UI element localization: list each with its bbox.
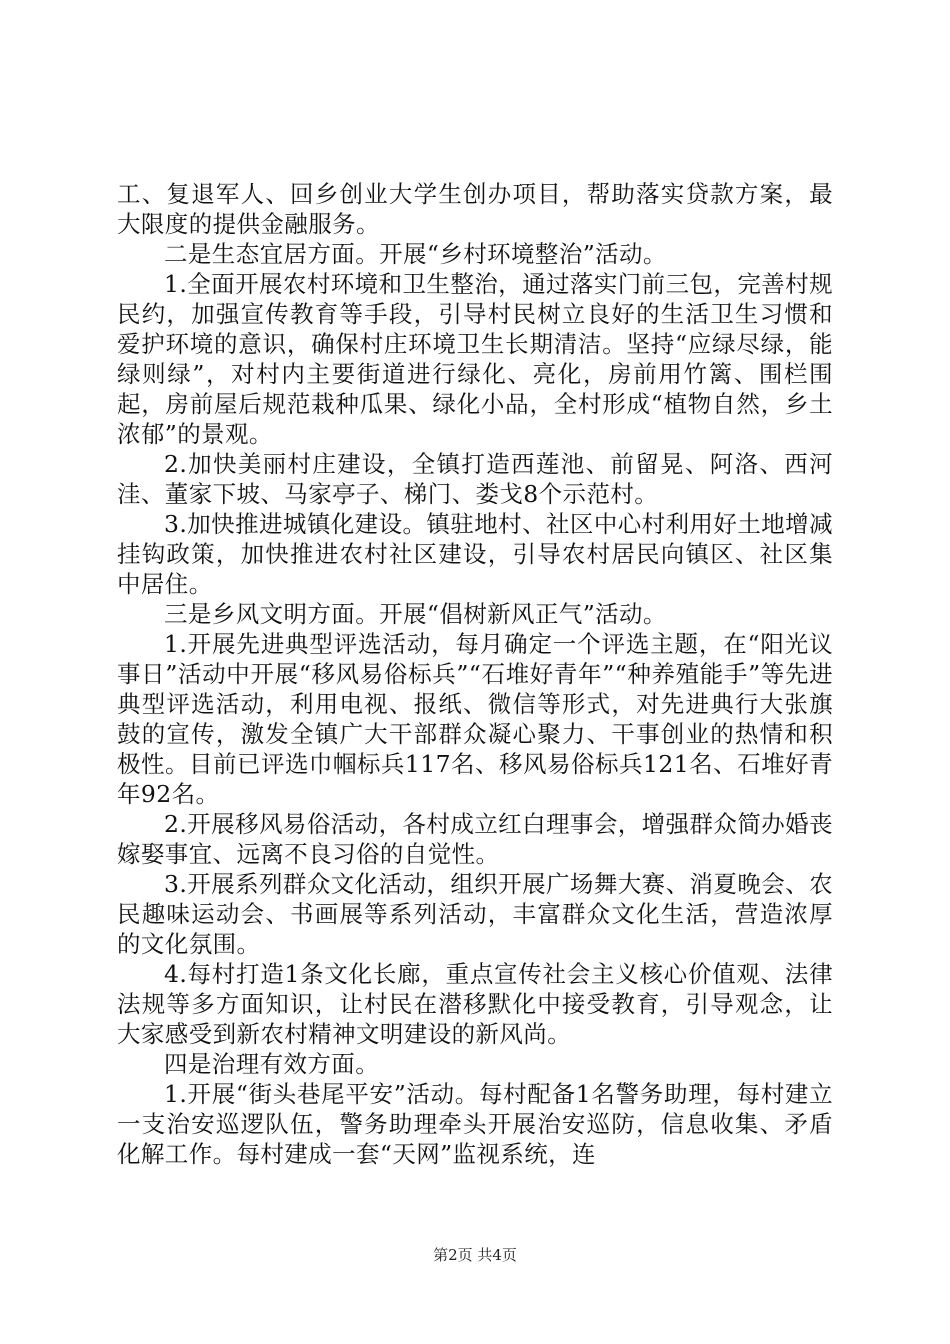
paragraph-section-governance: 四是治理有效方面。 xyxy=(164,1050,380,1078)
paragraph-civility-item-1: 1.开展先进典型评选活动，每月确定一个评选主题，在“阳光议事日”活动中开展“移风易俗标兵”“石堆好青年”“种养殖能手”等先进典型评选活动，利用电视、报纸、微信等形式，对先进典行大张旗鼓的宣传，激发全镇广大干部群众凝心聚力、干事创业的热情和积极性。目前已评选巾帼标兵117名、移风易俗标兵121名、石堆好青年92名。 xyxy=(117,630,833,808)
paragraph-ecology-item-1: 1.全面开展农村环境和卫生整治，通过落实门前三包，完善村规民约，加强宣传教育等手段，引导村民树立良好的生活卫生习惯和爱护环境的意识，确保村庄环境卫生长期清洁。坚持“应绿尽绿，能绿则绿”，对村内主要街道进行绿化、亮化，房前用竹篱、围栏围起，房前屋后规范栽种瓜果、绿化小品，全村形成“植物自然，乡土浓郁”的景观。 xyxy=(117,270,833,448)
document-body xyxy=(117,179,833,1169)
paragraph-civility-item-3: 3.开展系列群众文化活动，组织开展广场舞大赛、消夏晚会、农民趣味运动会、书画展等系列活动，丰富群众文化生活，营造浓厚的文化氛围。 xyxy=(117,870,833,958)
page-number-footer: 第2页 共4页 xyxy=(433,1246,517,1264)
paragraph-section-civility: 三是乡风文明方面。开展“倡树新风正气”活动。 xyxy=(164,600,667,628)
paragraph-civility-item-2: 2.开展移风易俗活动，各村成立红白理事会，增强群众简办婚丧嫁娶事宜、远离不良习俗的自觉性。 xyxy=(117,810,833,868)
paragraph-ecology-item-3: 3.加快推进城镇化建设。镇驻地村、社区中心村利用好土地增减挂钩政策，加快推进农村社区建设，引导农村居民向镇区、社区集中居住。 xyxy=(117,510,833,598)
paragraph-ecology-item-2: 2.加快美丽村庄建设，全镇打造西莲池、前留晃、阿洛、西河洼、董家下坡、马家亭子、梯门、娄戈8个示范村。 xyxy=(117,450,833,508)
paragraph-section-ecology: 二是生态宜居方面。开展“乡村环境整治”活动。 xyxy=(164,240,667,268)
paragraph-governance-item-1: 1.开展“街头巷尾平安”活动。每村配备1名警务助理，每村建立一支治安巡逻队伍，警务助理牵头开展治安巡防，信息收集、矛盾化解工作。每村建成一套“天网”监视系统，连 xyxy=(117,1080,833,1168)
paragraph-continuation: 工、复退军人、回乡创业大学生创办项目，帮助落实贷款方案，最大限度的提供金融服务。 xyxy=(117,180,833,238)
paragraph-civility-item-4: 4.每村打造1条文化长廊，重点宣传社会主义核心价值观、法律法规等多方面知识，让村民在潜移默化中接受教育，引导观念，让大家感受到新农村精神文明建设的新风尚。 xyxy=(117,960,833,1048)
